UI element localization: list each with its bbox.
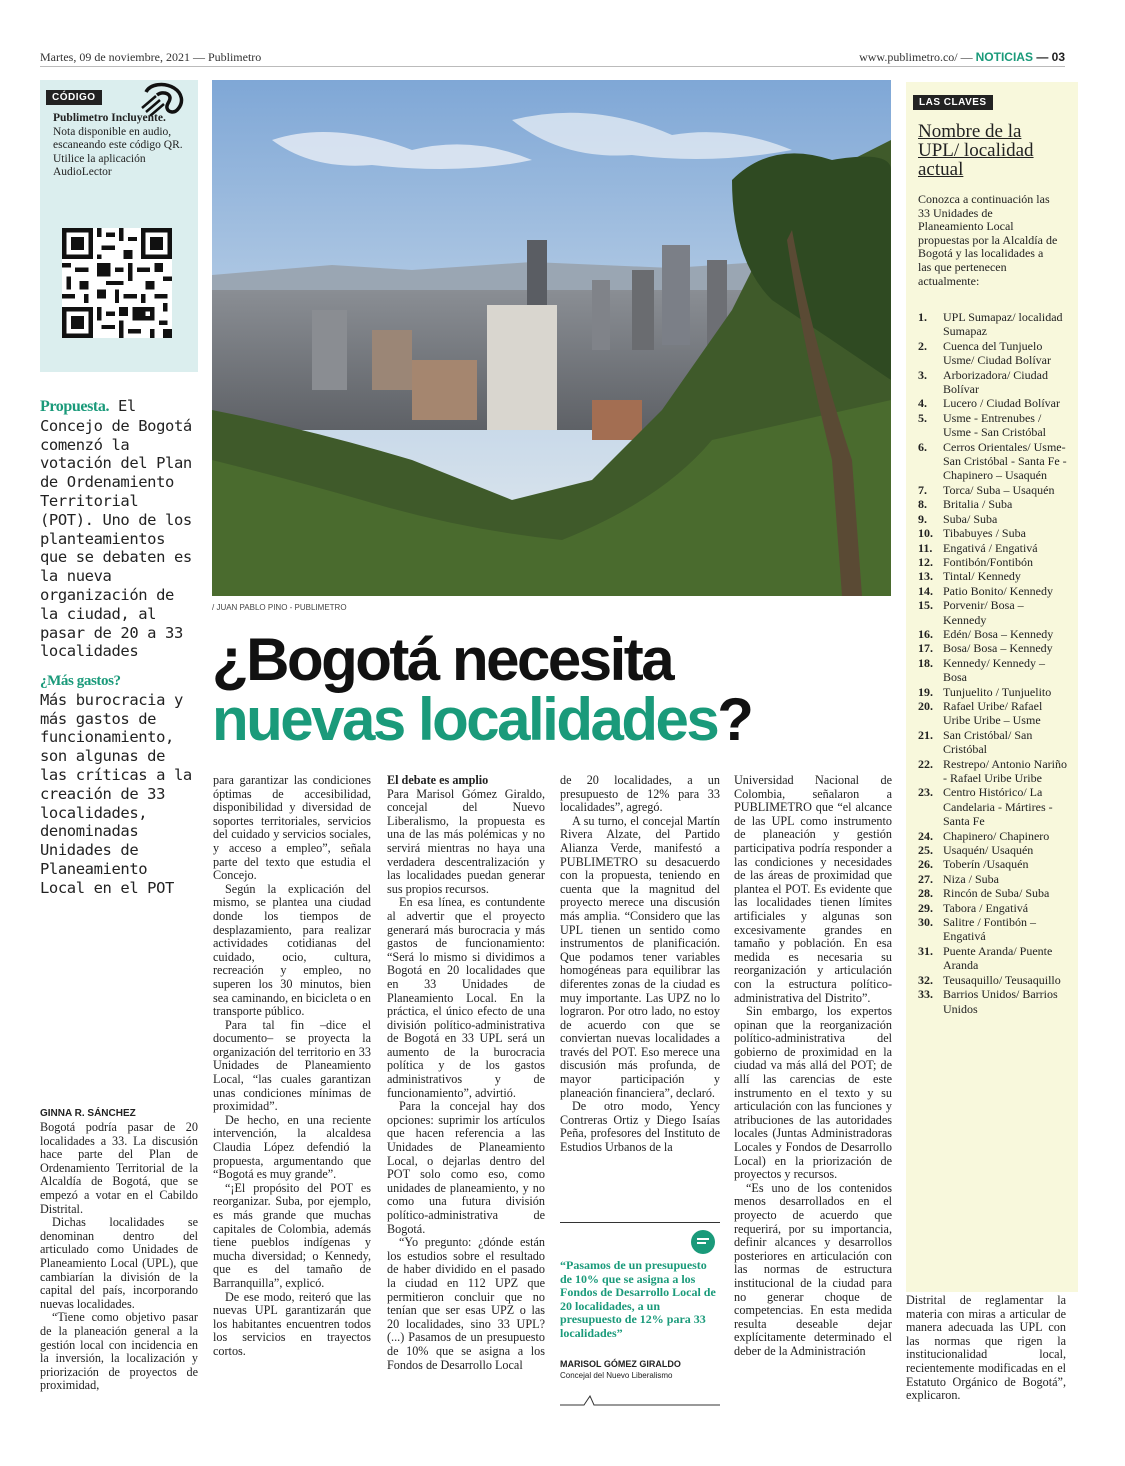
list-item — [918, 555, 1068, 569]
list-item — [918, 584, 1068, 598]
list-item-number: 7. — [918, 482, 927, 497]
header-section-name: NOTICIAS — [975, 50, 1033, 64]
list-item-text: Rincón de Suba/ Suba — [943, 886, 1050, 901]
paragraph: Para tal fin –dice el documento– se proyecta la organización del territorio en 33 Unidades de Planeamiento Local, “las cuales garantizan unas condiciones mínimas de proximidad”. — [213, 1017, 371, 1114]
list-item — [918, 440, 1068, 483]
list-item — [918, 368, 1068, 397]
paragraph: “Es uno de los contenidos menos desarrollados en el proyecto de acuerdo que requerirá, por su importancia, definir alcances y desarrollos posteriores en articulación con las normas de estructura institucional de la ciudad para no generar choque de competencias. En esta medida resulta deseable dejar explícitamente determinado el deber de la Administración — [734, 1180, 892, 1358]
paragraph: Bogotá podría pasar de 20 localidades a 33. La discusión hace parte del Plan de Ordenamiento Territorial de la Alcaldía de Bogotá, que se empezó a votar en el Cabildo Distrital. — [40, 1120, 198, 1216]
list-item-text: Barrios Unidos/ Barrios Unidos — [943, 987, 1058, 1016]
paragraph: Para Marisol Gómez Giraldo, concejal del Nuevo Liberalismo, la propuesta es una de las más polémicas y no servirá mientras no haya una verdadera descentralización y las localidades puedan generar sus propios recursos. — [387, 786, 545, 896]
quote-end-mark-icon — [560, 1393, 720, 1412]
list-item — [918, 857, 1068, 871]
paragraph: De otro modo, Yency Contreras Ortiz y Diego Isaías Peña, profesores del Instituto de Estudios Urbanos de la — [560, 1099, 720, 1155]
list-item-number: 33. — [918, 987, 933, 1002]
list-item-number: 14. — [918, 583, 933, 598]
list-item — [918, 598, 1068, 627]
list-item-number: 24. — [918, 828, 933, 843]
qr-code[interactable] — [62, 228, 172, 338]
qr-tag — [46, 85, 102, 105]
paragraph: para garantizar las condiciones óptimas de accesibilidad, disponibilidad y diversidad de soportes territoriales, servicios del cuidado y servicios sociales, y acceso a empleo”, señala parte del texto que estudia el Concejo. — [213, 773, 371, 883]
list-item-text: Rafael Uribe/ Rafael Uribe Uribe – Usme — [943, 698, 1043, 728]
list-item — [918, 497, 1068, 511]
page-header-date: Martes, 09 de noviembre, 2021 — Publimetro — [40, 50, 262, 64]
list-item — [918, 541, 1068, 555]
photo-credit: / JUAN PABLO PINO - PUBLIMETRO — [212, 603, 347, 612]
list-item-number: 12. — [918, 554, 933, 569]
list-item-number: 30. — [918, 915, 933, 930]
author-byline: GINNA R. SÁNCHEZ — [40, 1108, 136, 1119]
list-item-text: Lucero / Ciudad Bolívar — [943, 396, 1060, 411]
list-item-number: 29. — [918, 900, 933, 915]
pull-quote-author: MARISOL GÓMEZ GIRALDO — [560, 1359, 681, 1369]
claves-title: Nombre de la UPL/ localidad actual — [918, 121, 1034, 180]
upl-list — [918, 310, 1068, 1016]
list-item-text: Puente Aranda/ Puente Aranda — [943, 943, 1053, 973]
list-item-text: San Cristóbal/ San Cristóbal — [943, 727, 1033, 757]
paragraph: En esa línea, es contundente al advertir que el proyecto generará más burocracia y más gastos de funcionamiento: “Será lo mismo si dividimos a Bogotá en 20 localidades que en 33 Unidades de Planeamiento Local. En la práctica, el único efecto de una división político-administrativa de Bogotá en 33 UPL será un aumento de la burocracia política y de los gastos administrativos y de funcionamiento”, advirtió. — [387, 895, 545, 1100]
pull-quote-role: Concejal del Nuevo Liberalismo — [560, 1371, 673, 1380]
paragraph: A su turno, el concejal Martín Rivera Alzate, del Partido Alianza Verde, manifestó a PUBLIMETRO su desacuerdo con la propuesta, teniendo en cuenta que la magnitud del proyecto merece una discusión más amplia. “Considero que las UPL tienen un sentido como instrumentos de planificación. Que podamos tener variables homogéneas para equilibrar las diferentes zonas de la ciudad es muy importante. Las UPZ no lo lograron. Por otro lado, no estoy de acuerdo con que se conviertan nuevas localidades a través del POT. Eso merece una discusión más profunda, de mayor participación y planeación financiera”, declaró. — [560, 813, 720, 1100]
list-item — [918, 512, 1068, 526]
article-column-6 — [906, 1294, 1066, 1403]
list-item-number: 19. — [918, 684, 933, 699]
list-item — [918, 728, 1068, 757]
list-item-text: Cuenca del Tunjuelo Usme/ Ciudad Bolívar — [943, 338, 1051, 368]
list-item-number: 4. — [918, 396, 927, 411]
list-item-text: Cerros Orientales/ Usme-San Cristóbal - Santa Fe - Chapinero – Usaquén — [943, 439, 1067, 483]
list-item-number: 28. — [918, 886, 933, 901]
headline-question-mark: ? — [717, 686, 752, 753]
paragraph: “¡El propósito del POT es reorganizar. Suba, por ejemplo, es más grande que muchas capitales de Colombia, además tiene pueblos indígenas y mucha diversidad; o Kennedy, que es del tamaño de Barranquilla”, explicó. — [213, 1180, 371, 1290]
list-item-number: 9. — [918, 511, 927, 526]
list-item — [918, 685, 1068, 699]
list-item-number: 32. — [918, 972, 933, 987]
pull-quote-text: “Pasamos de un presupuesto de 10% que se asigna a los Fondos de Desarrollo Local de 20 localidades, a un presupuesto de 12% para 33 localidades” — [560, 1258, 716, 1340]
subheading: El debate es amplio — [387, 773, 489, 787]
header-divider — [40, 66, 1065, 67]
list-item — [918, 785, 1068, 828]
list-item-number: 20. — [918, 698, 933, 713]
qr-title: Publimetro Incluyente. — [53, 112, 166, 124]
article-column-5 — [734, 774, 892, 1359]
list-item-number: 15. — [918, 598, 933, 613]
headline-line-2-text: nuevas localidades — [212, 686, 718, 753]
list-item — [918, 843, 1068, 857]
list-item-number: 13. — [918, 569, 933, 584]
gastos-summary — [40, 672, 200, 898]
list-item-text: Patio Bonito/ Kennedy — [943, 583, 1053, 598]
list-item — [918, 526, 1068, 540]
list-item — [918, 829, 1068, 843]
list-item-number: 11. — [918, 540, 933, 555]
list-item-number: 16. — [918, 626, 933, 641]
claves-tag-label: LAS CLAVES — [913, 95, 993, 110]
header-page-number: — 03 — [1032, 50, 1065, 64]
list-item-text: Salitre / Fontibón – Engativá — [943, 915, 1036, 944]
list-item-text: Porvenir/ Bosa – Kennedy — [943, 598, 1024, 627]
list-item-text: Arborizadora/ Ciudad Bolívar — [943, 367, 1048, 397]
list-item-number: 10. — [918, 526, 933, 541]
list-item — [918, 915, 1068, 944]
list-item-number: 17. — [918, 641, 933, 656]
list-item-number: 2. — [918, 338, 927, 353]
list-item-text: UPL Sumapaz/ localidad Sumapaz — [943, 310, 1063, 339]
list-item-text: Engativá / Engativá — [943, 540, 1038, 555]
list-item-text: Suba/ Suba — [943, 511, 998, 526]
list-item — [918, 339, 1068, 368]
list-item-text: Chapinero/ Chapinero — [943, 828, 1050, 843]
paragraph: Para la concejal hay dos opciones: suprimir los artículos que hacen referencia a las Unidades de Planeamiento Local, o dejarlas dentro del POT solo como eso, como unidades de planeamiento, y no como una futura división político-administrativa de Bogotá. — [387, 1099, 545, 1236]
list-item — [918, 699, 1068, 728]
list-item-number: 27. — [918, 871, 933, 886]
list-item — [918, 569, 1068, 583]
quote-divider — [560, 1222, 720, 1223]
list-item-number: 8. — [918, 497, 927, 512]
list-item-text: Tibabuyes / Suba — [943, 526, 1026, 541]
list-item — [918, 641, 1068, 655]
list-item-text: Tunjuelito / Tunjuelito — [943, 684, 1052, 699]
paragraph: Sin embargo, los expertos opinan que la reorganización político-administrativa del gobierno de proximidad en la ciudad va más allá del POT; de allí las carencias de este instrumento en el texto y su articulación con las funciones y atribuciones de las autoridades locales (Juntas Administradoras Locales y Fondos de Desarrollo Local) en la priorización de proyectos y recursos. — [734, 1004, 892, 1182]
list-item — [918, 973, 1068, 987]
list-item — [918, 627, 1068, 641]
headline-line-2 — [212, 686, 752, 753]
list-item-number: 1. — [918, 310, 927, 324]
list-item-number: 21. — [918, 727, 933, 742]
list-item-text: Torca/ Suba – Usaquén — [943, 482, 1055, 497]
list-item-text: Teusaquillo/ Teusaquillo — [943, 972, 1061, 987]
list-item-number: 6. — [918, 439, 927, 454]
list-item-number: 26. — [918, 857, 933, 872]
list-item — [918, 483, 1068, 497]
paragraph: De ese modo, reiteró que las nuevas UPL garantizarán que los habitantes encuentren todos los servicios en trayectos cortos. — [213, 1289, 371, 1358]
article-column-4 — [560, 774, 720, 1155]
qr-instructions: Nota disponible en audio, escaneando este código QR. Utilice la aplicación AudioLector — [53, 125, 183, 179]
list-item-text: Bosa/ Bosa – Kennedy — [943, 641, 1053, 656]
qr-tag-label: CÓDIGO — [46, 90, 102, 105]
headline-line-1: ¿Bogotá necesita — [212, 626, 673, 693]
list-item — [918, 944, 1068, 973]
list-item-text: Toberín /Usaquén — [943, 857, 1029, 872]
list-item — [918, 901, 1068, 915]
paragraph: Según la explicación del mismo, se plantea una ciudad donde los tiempos de desplazamiento, para realizar actividades cotidianas del cuidado, ocio, cultura, recreación y empleo, no superen los 30 minutos, bien sea caminando, en bicicleta o en transporte público. — [213, 881, 371, 1019]
paragraph: Universidad Nacional de Colombia, señalaron a PUBLIMETRO que “el alcance de las UPL como instrumento de planeación y gestión participativa podría responder a las condiciones y necesidades de las áreas de proximidad que plantea el POT. Es evidente que las localidades tienen límites artificiales y algunas son excesivamente grandes en tamaño y población. En esa medida es necesaria su reorganización y articulación con la estructura político-administrativa del Distrito”. — [734, 773, 892, 1005]
list-item-text: Edén/ Bosa – Kennedy — [943, 626, 1054, 641]
list-item-text: Niza / Suba — [943, 871, 999, 886]
article-column-1 — [40, 1121, 198, 1393]
list-item-text: Fontibón/Fontibón — [943, 554, 1034, 569]
list-item-text: Restrepo/ Antonio Nariño - Rafael Uribe Uribe — [943, 756, 1067, 785]
propuesta-summary — [40, 397, 200, 661]
list-item-text: Usaquén/ Usaquén — [943, 843, 1034, 858]
list-item — [918, 987, 1068, 1016]
list-item — [918, 411, 1068, 440]
gastos-label: ¿Más gastos? — [40, 673, 121, 689]
list-item-text: Usme - Entrenubes / Usme - San Cristóbal — [943, 410, 1046, 440]
paragraph: “Yo pregunto: ¿dónde están los estudios sobre el resultado de haber dividido en el pasado la ciudad en 112 UPZ que permitieron concluir que no tenían que ser esas UPZ o las 20 localidades, sino 33 UPL? (...) Pasamos de un presupuesto de 10% que se asigna a los Fondos de Desarrollo Local — [387, 1235, 545, 1372]
page-header-section — [859, 50, 1065, 65]
list-item-text: Kennedy/ Kennedy – Bosa — [943, 655, 1045, 685]
list-item-text: Centro Histórico/ La Candelaria - Mártires - Santa Fe — [943, 785, 1053, 829]
bogota-cityscape-photo — [212, 80, 891, 596]
propuesta-label: Propuesta. — [40, 398, 110, 415]
paragraph: De hecho, en una reciente intervención, la alcaldesa Claudia López defendió la propuesta, argumentando que “Bogotá es muy grande”. — [213, 1112, 371, 1182]
article-column-3 — [387, 774, 545, 1372]
list-item — [918, 886, 1068, 900]
list-item-number: 31. — [918, 943, 933, 958]
list-item — [918, 872, 1068, 886]
article-column-2 — [213, 774, 371, 1359]
list-item — [918, 757, 1068, 786]
header-site: www.publimetro.co/ — — [859, 50, 976, 64]
paragraph: Dichas localidades se denominan dentro del articulado como Unidades de Planeamiento Local (UPL), que cambiarían la división de la capital del país, incorporando nuevas localidades. — [40, 1215, 198, 1311]
list-item-number: 3. — [918, 367, 927, 382]
list-item — [918, 396, 1068, 410]
list-item-number: 23. — [918, 785, 933, 800]
list-item-text: Britalia / Suba — [943, 497, 1013, 512]
list-item-text: Tintal/ Kennedy — [943, 569, 1021, 584]
list-item-number: 5. — [918, 410, 927, 425]
list-item-text: Tabora / Engativá — [943, 900, 1029, 915]
list-item — [918, 310, 1068, 339]
speech-bubble-icon — [690, 1229, 716, 1259]
list-item-number: 22. — [918, 756, 933, 771]
paragraph: “Tiene como objetivo pasar de la planeación general a la gestión local con incidencia en la inversión, la localización y priorización de proyectos de proximidad, — [40, 1310, 198, 1393]
claves-tag — [913, 90, 993, 110]
list-item-number: 25. — [918, 843, 933, 858]
qr-description — [53, 112, 183, 180]
claves-intro: Conozca a continuación las 33 Unidades de Planeamiento Local propuestas por la Alcaldía de Bogotá y las localidades a las que pertenecen actualmente: — [918, 192, 1058, 288]
list-item-number: 18. — [918, 655, 933, 670]
paragraph: de 20 localidades, a un presupuesto de 12% para 33 localidades”, agregó. — [560, 773, 720, 815]
gastos-text: Más burocracia y más gastos de funcionamiento, son algunas de las críticas a la creación de 33 localidades, denominadas Unidades de Planeamiento Local en el POT — [40, 690, 192, 897]
list-item — [918, 656, 1068, 685]
paragraph: Distrital de reglamentar la materia con miras a articular de manera adecuada las UPL con las normas que rigen la institucionalidad local, recientemente modificadas en el Estatuto Orgánico de Bogotá”, explicaron. — [906, 1293, 1066, 1403]
propuesta-text: El Concejo de Bogotá comenzó la votación del Plan de Ordenamiento Territorial (POT). Uno de los planteamientos que se debaten es la nueva organización de la ciudad, al pasar de 20 a 33 localidades — [40, 397, 192, 661]
